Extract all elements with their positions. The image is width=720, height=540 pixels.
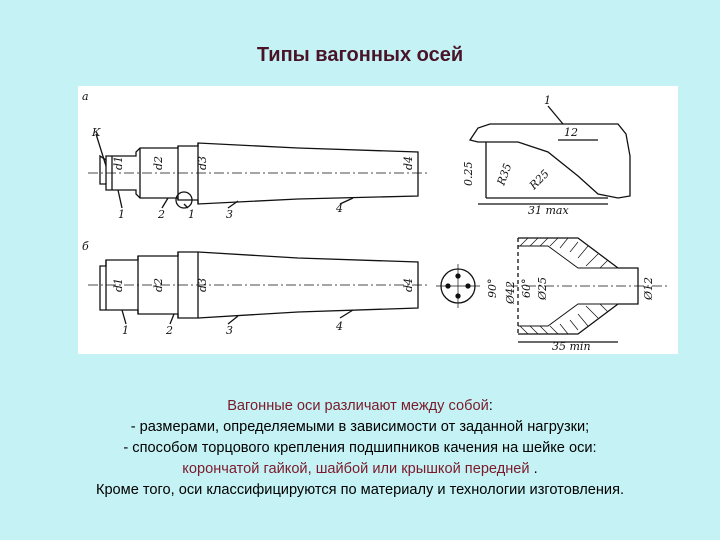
label-b: б bbox=[82, 240, 89, 253]
label-2b: 2 bbox=[166, 324, 173, 337]
axle-types-drawing bbox=[78, 86, 678, 354]
caption-line-4 bbox=[0, 459, 720, 480]
slide-title: Типы вагонных осей bbox=[256, 44, 464, 66]
label-4b: 4 bbox=[336, 320, 343, 333]
caption-heading-colon: : bbox=[488, 398, 493, 414]
label-k: К bbox=[92, 126, 101, 139]
caption-line-5: Кроме того, оси классифицируются по материалу и технологии изготовления. bbox=[95, 482, 625, 498]
dim-35-min: 35 min bbox=[552, 340, 591, 353]
label-3: 3 bbox=[226, 208, 233, 221]
label-1b: 1 bbox=[122, 324, 129, 337]
label-1c: 1 bbox=[188, 208, 195, 221]
caption-line-1 bbox=[0, 396, 720, 417]
label-a: а bbox=[82, 90, 89, 103]
label-d3b: d3 bbox=[196, 277, 209, 292]
label-d4b: d4 bbox=[402, 277, 415, 292]
caption-line-2: - размерами, определяемыми в зависимости от заданной нагрузки; bbox=[130, 419, 590, 435]
caption-line-4-suffix: . bbox=[529, 461, 538, 477]
label-d2b: d2 bbox=[152, 277, 165, 292]
dim-60: 60° bbox=[520, 278, 533, 298]
dim-r25: R25 bbox=[526, 167, 552, 193]
caption-line-3: - способом торцового крепления подшипников качения на шейке оси: bbox=[123, 440, 597, 456]
axle-a-outline bbox=[100, 143, 418, 204]
hook-detail bbox=[470, 124, 630, 198]
label-4: 4 bbox=[336, 202, 343, 215]
dim-90: 90° bbox=[486, 278, 499, 298]
label-d3: d3 bbox=[196, 155, 209, 170]
label-1-detail: 1 bbox=[544, 94, 551, 107]
dim-31-max: 31 max bbox=[528, 204, 569, 217]
dim-12-dia: Ø12 bbox=[642, 276, 655, 300]
label-d1b: d1 bbox=[112, 277, 125, 292]
caption-heading: Вагонные оси различают между собой bbox=[227, 398, 489, 414]
dim-12: 12 bbox=[564, 126, 578, 139]
dim-r35: R35 bbox=[494, 161, 515, 188]
dim-42: Ø42 bbox=[504, 280, 517, 304]
label-d4: d4 bbox=[402, 155, 415, 170]
dim-0-25: 0.25 bbox=[462, 161, 475, 186]
label-1: 1 bbox=[118, 208, 125, 221]
label-d2: d2 bbox=[152, 155, 165, 170]
label-d1: d1 bbox=[112, 155, 125, 170]
label-2: 2 bbox=[158, 208, 165, 221]
caption-text bbox=[0, 396, 720, 501]
technical-drawing bbox=[78, 86, 678, 354]
dim-25: Ø25 bbox=[536, 276, 549, 300]
caption-mounting-methods: корончатой гайкой, шайбой или крышкой передней bbox=[182, 461, 530, 477]
label-3b: 3 bbox=[226, 324, 233, 337]
